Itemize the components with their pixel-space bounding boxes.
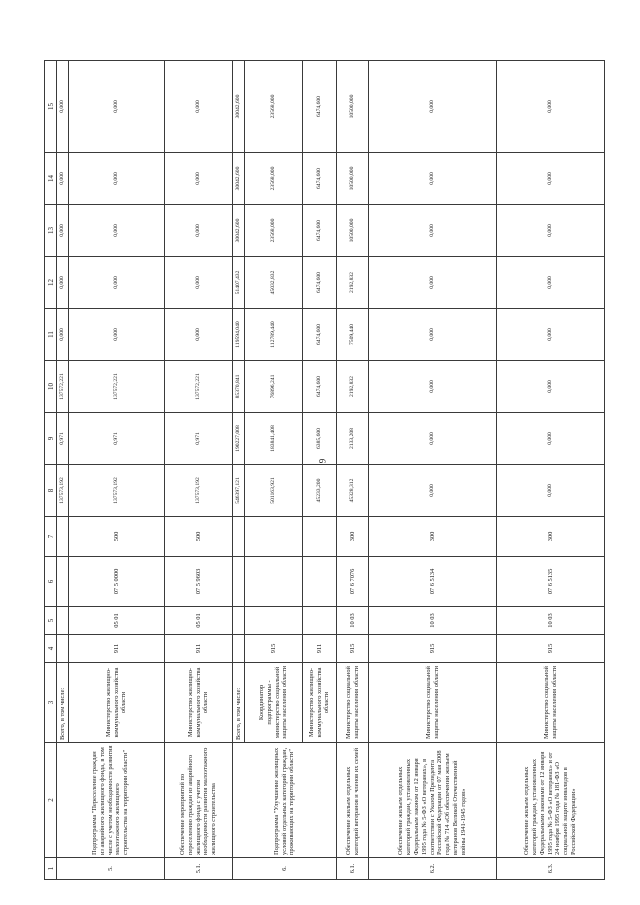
row-value-cell: 0,000 bbox=[369, 257, 497, 309]
row-org-cell: Министерство социальной защиты населения области bbox=[497, 663, 605, 743]
row-value-cell: 2133,208 bbox=[337, 413, 369, 465]
row-value-cell: 10500,000 bbox=[337, 153, 369, 205]
row-value-cell: 0,000 bbox=[165, 309, 233, 361]
row-value-cell: 30042,600 bbox=[233, 205, 245, 257]
row-value-cell: 30042,600 bbox=[233, 61, 245, 153]
row-cell bbox=[303, 607, 337, 635]
row-value-cell: 30042,600 bbox=[233, 153, 245, 205]
row-value-cell: 0,000 bbox=[369, 361, 497, 413]
row-value-cell: 0,000 bbox=[369, 309, 497, 361]
row-value-cell: 76896,241 bbox=[245, 361, 303, 413]
row-value-cell: 119594,040 bbox=[233, 309, 245, 361]
row-value-cell: 0,000 bbox=[69, 257, 165, 309]
page-number: 9 bbox=[317, 458, 328, 464]
row-name-cell: Обеспечение мероприятий по переселению граждан из аварийного жилищного фонда с учетом необходимости развития малоэтажного жилищного строительства bbox=[165, 743, 233, 858]
row-cell: 05 01 bbox=[69, 607, 165, 635]
row-cell: 911 bbox=[303, 635, 337, 663]
row-value-cell: 6474,600 bbox=[303, 361, 337, 413]
row-number-cell: 6. bbox=[233, 858, 337, 880]
row-number-cell: 6.1. bbox=[337, 858, 369, 880]
row-cell: 500 bbox=[165, 517, 233, 557]
row-value-cell: 0,000 bbox=[497, 465, 605, 517]
row-value-cell: 0,000 bbox=[69, 153, 165, 205]
row-name-cell: Подпрограмма "Улучшение жилищных условий отдельных категорий граждан, проживающих на территории области" bbox=[233, 743, 337, 858]
row-value-cell: 137573,192 bbox=[57, 465, 69, 517]
row-number-cell: 6.3. bbox=[497, 858, 605, 880]
row-value-cell: 190227,008 bbox=[233, 413, 245, 465]
row-org-cell: Министерство жилищно-коммунального хозяйства области bbox=[165, 663, 233, 743]
row-value-cell: 137572,221 bbox=[69, 361, 165, 413]
row-value-cell: 0,000 bbox=[57, 309, 69, 361]
row-value-cell: 0,000 bbox=[497, 361, 605, 413]
row-value-cell: 10500,000 bbox=[337, 61, 369, 153]
row-value-cell: 2192,832 bbox=[337, 361, 369, 413]
row-value-cell: 546397,121 bbox=[233, 465, 245, 517]
row-cell bbox=[233, 557, 245, 607]
row-value-cell: 0,000 bbox=[57, 205, 69, 257]
row-cell bbox=[57, 517, 69, 557]
header-cell: 7 bbox=[45, 517, 57, 557]
row-cell: 500 bbox=[69, 517, 165, 557]
row-value-cell: 45032,832 bbox=[245, 257, 303, 309]
row-cell: 911 bbox=[69, 635, 165, 663]
row-value-cell: 0,000 bbox=[497, 309, 605, 361]
row-cell: 07 6 7076 bbox=[337, 557, 369, 607]
row-name-cell: Обеспечение жильем отдельных категорий граждан, установленных Федеральными законами от 12 января 1995 года № 5-ФЗ «О ветеранах» и от 24 ноября 1995 года № 181-ФЗ «О социальной защите инвалидов в Российской Федерации» bbox=[497, 743, 605, 858]
header-cell: 3 bbox=[45, 663, 57, 743]
header-cell: 4 bbox=[45, 635, 57, 663]
table-row bbox=[165, 61, 233, 880]
row-value-cell: 23568,000 bbox=[245, 205, 303, 257]
row-cell: 915 bbox=[337, 635, 369, 663]
row-value-cell: 112789,440 bbox=[245, 309, 303, 361]
header-cell: 12 bbox=[45, 257, 57, 309]
row-cell: 911 bbox=[165, 635, 233, 663]
row-org-cell: Всего, в том числе: bbox=[57, 663, 69, 743]
row-value-cell: 6474,600 bbox=[303, 61, 337, 153]
row-cell: 07 5 9603 bbox=[165, 557, 233, 607]
row-number-cell: 5. bbox=[57, 858, 165, 880]
row-org-cell: Координатор подпрограммы - министерство социальной защиты населения области bbox=[245, 663, 303, 743]
row-value-cell: 0,971 bbox=[165, 413, 233, 465]
row-value-cell: 0,000 bbox=[369, 205, 497, 257]
row-value-cell: 0,000 bbox=[165, 61, 233, 153]
row-value-cell: 0,000 bbox=[497, 205, 605, 257]
row-value-cell: 0,000 bbox=[57, 61, 69, 153]
row-value-cell: 0,000 bbox=[69, 61, 165, 153]
row-value-cell: 6474,600 bbox=[303, 153, 337, 205]
row-value-cell: 23568,000 bbox=[245, 61, 303, 153]
row-value-cell: 10500,000 bbox=[337, 205, 369, 257]
row-cell: 10 03 bbox=[497, 607, 605, 635]
row-cell bbox=[245, 607, 303, 635]
table-row bbox=[57, 61, 69, 880]
header-cell: 9 bbox=[45, 413, 57, 465]
row-cell bbox=[233, 607, 245, 635]
header-cell: 14 bbox=[45, 153, 57, 205]
row-cell: 10 03 bbox=[369, 607, 497, 635]
row-value-cell: 6474,600 bbox=[303, 205, 337, 257]
row-number-cell: 5.1. bbox=[165, 858, 233, 880]
header-cell: 2 bbox=[45, 743, 57, 858]
row-value-cell: 0,000 bbox=[165, 257, 233, 309]
row-cell: 05 01 bbox=[165, 607, 233, 635]
row-value-cell: 23568,000 bbox=[245, 153, 303, 205]
row-cell: 915 bbox=[245, 635, 303, 663]
row-value-cell: 0,000 bbox=[69, 309, 165, 361]
row-value-cell: 0,000 bbox=[69, 205, 165, 257]
row-value-cell: 0,000 bbox=[369, 413, 497, 465]
row-value-cell: 0,000 bbox=[165, 205, 233, 257]
row-value-cell: 137573,192 bbox=[69, 465, 165, 517]
row-value-cell: 501163,921 bbox=[245, 465, 303, 517]
table-row bbox=[497, 61, 605, 880]
row-cell: 300 bbox=[337, 517, 369, 557]
header-cell: 11 bbox=[45, 309, 57, 361]
row-cell bbox=[303, 557, 337, 607]
header-cell: 6 bbox=[45, 557, 57, 607]
row-value-cell: 6385,600 bbox=[303, 413, 337, 465]
row-org-cell: Всего, в том числе: bbox=[233, 663, 245, 743]
table-row bbox=[369, 61, 497, 880]
row-value-cell: 0,000 bbox=[57, 257, 69, 309]
row-value-cell: 137572,221 bbox=[57, 361, 69, 413]
row-cell bbox=[57, 557, 69, 607]
row-cell bbox=[57, 607, 69, 635]
table-row bbox=[233, 61, 245, 880]
row-value-cell: 0,000 bbox=[369, 153, 497, 205]
row-cell bbox=[233, 517, 245, 557]
row-value-cell: 0,000 bbox=[497, 413, 605, 465]
row-cell: 915 bbox=[497, 635, 605, 663]
row-value-cell: 0,000 bbox=[369, 61, 497, 153]
table-row bbox=[337, 61, 369, 880]
row-cell: 10 03 bbox=[337, 607, 369, 635]
row-value-cell: 0,971 bbox=[69, 413, 165, 465]
row-value-cell: 7509,440 bbox=[337, 309, 369, 361]
row-cell bbox=[303, 517, 337, 557]
row-value-cell: 0,000 bbox=[497, 153, 605, 205]
row-name-cell: Обеспечение жильем отдельных категорий граждан, установленных Федеральным законом от 12 января 1995 года № 5-ФЗ «О ветеранах», в соответствии с Указом Президента Российской Федерации от 07 мая 2008 года № 714 «Об обеспечении жильем ветеранов Великой Отечественной войны 1941-1945 годов» bbox=[369, 743, 497, 858]
row-cell bbox=[245, 517, 303, 557]
row-org-cell: Министерство жилищно-коммунального хозяйства области bbox=[69, 663, 165, 743]
row-value-cell: 6474,600 bbox=[303, 257, 337, 309]
row-cell: 07 6 5134 bbox=[369, 557, 497, 607]
row-number-cell: 6.2. bbox=[369, 858, 497, 880]
row-value-cell: 0,000 bbox=[165, 153, 233, 205]
row-value-cell: 45233,200 bbox=[303, 465, 337, 517]
budget-table-container bbox=[44, 60, 604, 880]
row-value-cell: 137572,221 bbox=[165, 361, 233, 413]
header-cell: 1 bbox=[45, 858, 57, 880]
row-value-cell: 0,000 bbox=[369, 465, 497, 517]
row-value-cell: 0,000 bbox=[57, 153, 69, 205]
row-cell bbox=[57, 635, 69, 663]
row-cell: 300 bbox=[497, 517, 605, 557]
row-value-cell: 45328,312 bbox=[337, 465, 369, 517]
row-value-cell: 0,971 bbox=[57, 413, 69, 465]
row-cell: 07 6 5135 bbox=[497, 557, 605, 607]
row-cell bbox=[233, 635, 245, 663]
row-value-cell: 2192,832 bbox=[337, 257, 369, 309]
row-value-cell: 0,000 bbox=[497, 257, 605, 309]
header-cell: 5 bbox=[45, 607, 57, 635]
row-value-cell: 51407,432 bbox=[233, 257, 245, 309]
row-value-cell: 183841,408 bbox=[245, 413, 303, 465]
row-cell bbox=[245, 557, 303, 607]
header-cell: 10 bbox=[45, 361, 57, 413]
row-org-cell: Министерство социальной защиты населения области bbox=[337, 663, 369, 743]
row-name-cell: Подпрограмма "Переселение граждан из аварийного жилищного фонда, в том числе с учетом необходимости развития малоэтажного жилищного строительства на территории области" bbox=[57, 743, 165, 858]
header-cell: 15 bbox=[45, 61, 57, 153]
row-org-cell: Министерство социальной защиты населения области bbox=[369, 663, 497, 743]
header-row bbox=[45, 61, 57, 880]
budget-table bbox=[44, 60, 605, 880]
row-cell: 915 bbox=[369, 635, 497, 663]
row-org-cell: Министерство жилищно-коммунального хозяйства области bbox=[303, 663, 337, 743]
row-value-cell: 0,000 bbox=[497, 61, 605, 153]
row-value-cell: 85370,841 bbox=[233, 361, 245, 413]
row-name-cell: Обеспечение жильем отдельных категорий ветеранов и членов их семей bbox=[337, 743, 369, 858]
row-cell: 07 5 0000 bbox=[69, 557, 165, 607]
header-cell: 8 bbox=[45, 465, 57, 517]
row-cell: 300 bbox=[369, 517, 497, 557]
row-value-cell: 137573,192 bbox=[165, 465, 233, 517]
row-value-cell: 6474,600 bbox=[303, 309, 337, 361]
header-cell: 13 bbox=[45, 205, 57, 257]
